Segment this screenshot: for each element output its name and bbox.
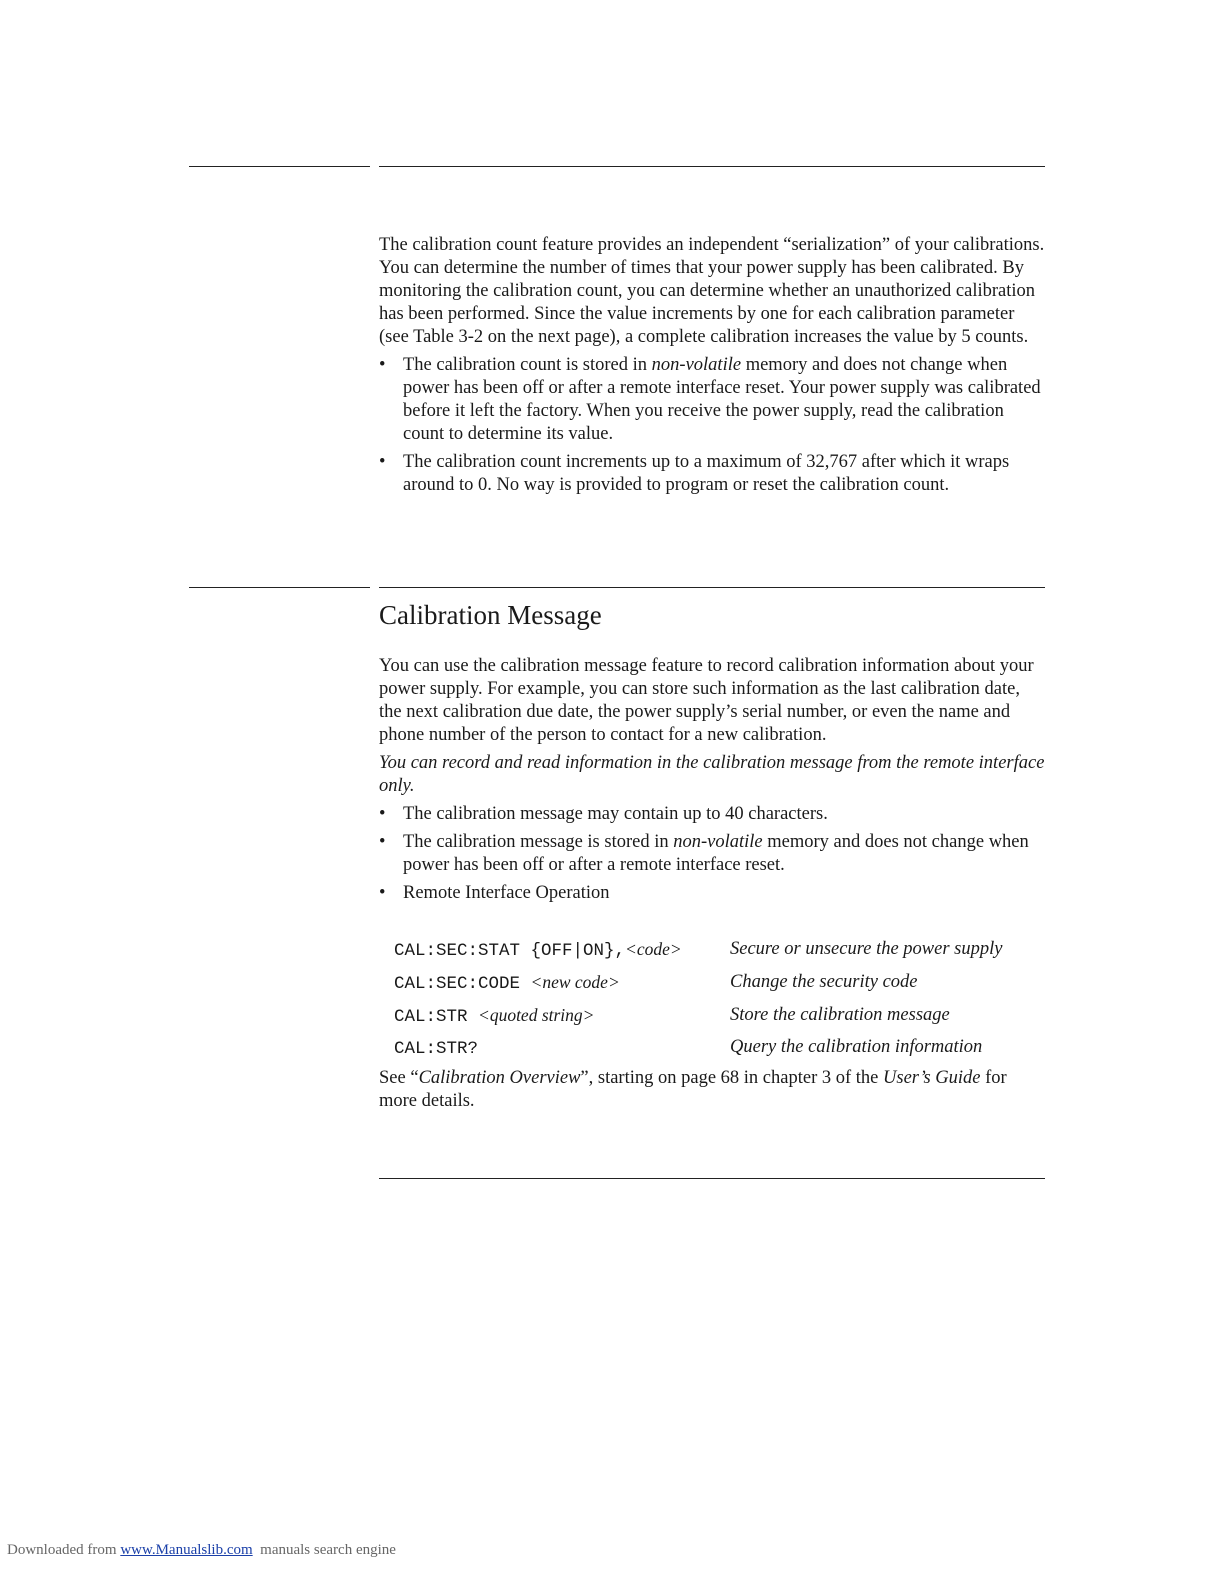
command-row [394,1003,1054,1027]
download-footer: Downloaded from www.Manualslib.com manuals search engine [7,1542,396,1558]
top-right-rule [379,166,1045,167]
calibration-message-bullets [379,803,1045,905]
command-syntax: CAL:SEC:STAT {OFF|ON},<code> [394,939,682,961]
bullet-item: • The calibration message is stored in non-volatile memory and does not change when power has been off or after a remote interface reset. [379,831,1045,877]
users-guide-reference: User’s Guide [883,1068,981,1088]
bullet-item: • The calibration count increments up to a maximum of 32,767 after which it wraps around to 0. No way is provided to program or reset the calibration count. [379,451,1045,497]
overview-reference: Calibration Overview [418,1068,581,1088]
command-syntax: CAL:SEC:CODE <new code> [394,972,620,994]
command-description: Secure or unsecure the power supply [730,939,1003,959]
command-row [394,1035,1054,1059]
section-heading: Calibration Message [379,600,602,630]
bullet-item: • The calibration count is stored in non-volatile memory and does not change when power has been off or after a remote interface reset. Your power supply was calibrated before it left the factory. When you receive the power supply, read the calibration count to determine its value. [379,354,1045,446]
command-syntax: CAL:STR? [394,1039,479,1059]
calibration-message-section [379,655,1045,905]
command-row [394,970,1054,994]
manualslib-link[interactable]: www.Manualslib.com [120,1542,253,1558]
section-right-rule [379,587,1045,588]
calibration-count-paragraph: The calibration count feature provides an independent “serialization” of your calibrations. You can determine the number of times that your power supply has been calibrated. By monitoring the calibration count, you can determine whether an unauthorized calibration has been performed. Since the value increments by one for each calibration parameter (see Table 3-2 on the next page), a complete calibration increases the value by 5 counts. [379,235,1045,347]
see-also-paragraph: See “Calibration Overview”, starting on page 68 in chapter 3 of the User’s Guide for more details. [379,1068,1007,1111]
bottom-rule [379,1178,1045,1179]
calibration-count-bullets [379,354,1045,497]
bullet-item: • The calibration message may contain up to 40 characters. [379,803,1045,826]
section-left-rule [189,587,370,588]
calibration-message-paragraph: You can use the calibration message feature to record calibration information about your power supply. For example, you can store such information as the last calibration date, the next calibration due date, the power supply’s serial number, or even the name and phone number of the person to contact for a new calibration. [379,656,1034,745]
remote-only-note: You can record and read information in the calibration message from the remote interface only. [379,753,1045,796]
command-description: Store the calibration message [730,1005,950,1025]
command-description: Change the security code [730,972,918,992]
command-row [394,937,1054,961]
bullet-item: • Remote Interface Operation [379,882,1045,905]
calibration-count-section [379,234,1045,497]
command-description: Query the calibration information [730,1037,983,1057]
command-syntax: CAL:STR <quoted string> [394,1005,595,1027]
top-left-rule [189,166,370,167]
